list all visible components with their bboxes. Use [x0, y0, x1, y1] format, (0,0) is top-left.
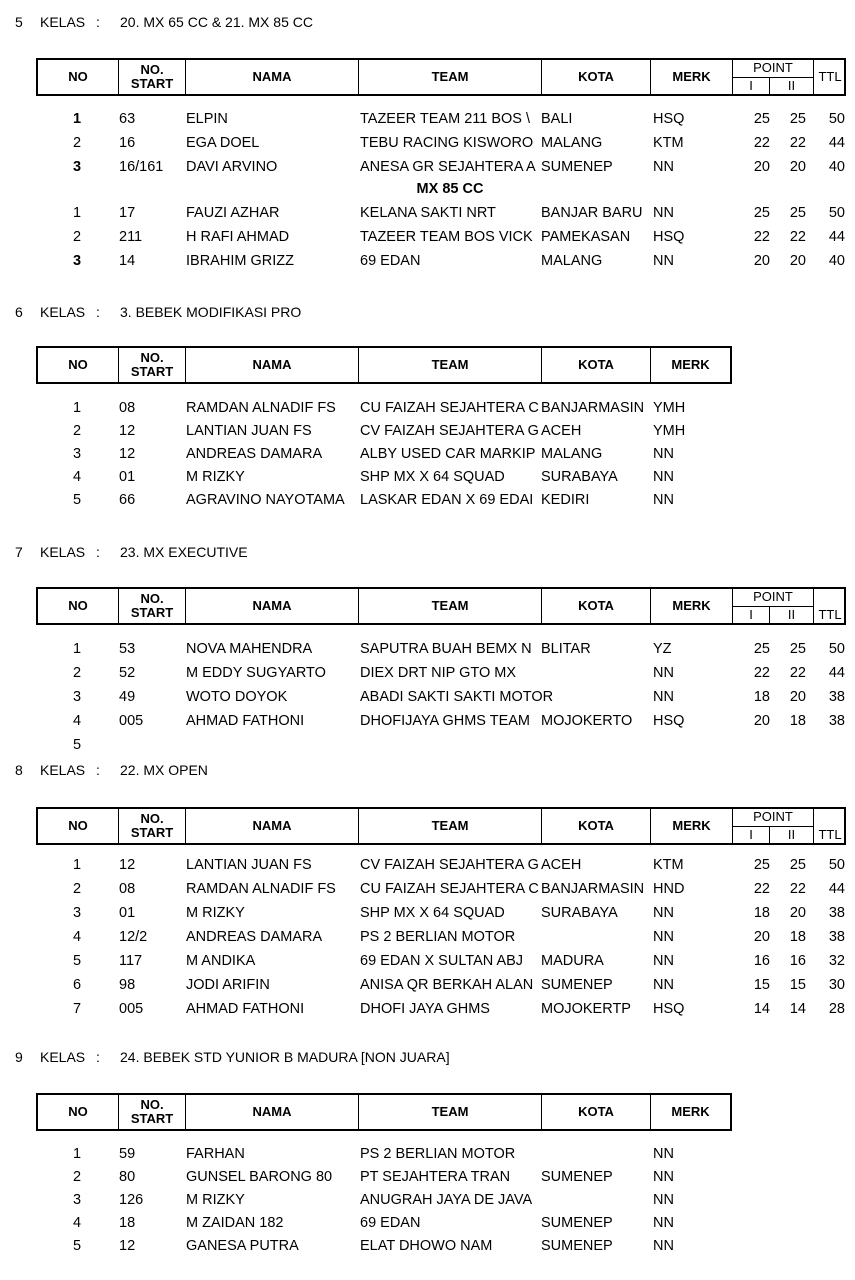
table-row: 3 126 M RIZKY ANUGRAH JAYA DE JAVA NN	[72, 1192, 674, 1208]
header-point-1: I	[749, 827, 753, 842]
table-row: 4 12/2 ANDREAS DAMARA PS 2 BERLIAN MOTOR NN 20 18 38	[72, 929, 845, 945]
header-kota: KOTA	[578, 357, 614, 372]
header-point-2: II	[787, 607, 796, 622]
table-row: 1 12 LANTIAN JUAN FS CV FAIZAH SEJAHTERA G ACEH KTM 25 25 50	[72, 857, 845, 873]
header-no-start: NO. START	[130, 62, 174, 91]
header-ttl: TTL	[818, 607, 842, 622]
header-team: TEAM	[431, 1104, 469, 1119]
header-merk: MERK	[671, 357, 710, 372]
header-nama: NAMA	[252, 818, 292, 833]
table-row: 7 005 AHMAD FATHONI DHOFI JAYA GHMS MOJOKERTP HSQ 14 14 28	[72, 1001, 845, 1017]
table-row: 3 16/161 DAVI ARVINO ANESA GR SEJAHTERA A SUMENEP NN 20 20 40	[72, 159, 845, 175]
colon: :	[96, 14, 100, 30]
table-row: 3 14 IBRAHIM GRIZZ 69 EDAN MALANG NN 20 20 40	[72, 253, 845, 269]
table-row: 1 59 FARHAN PS 2 BERLIAN MOTOR NN	[72, 1146, 674, 1162]
header-kota: KOTA	[578, 69, 614, 84]
header-no: NO	[68, 357, 88, 372]
header-merk: MERK	[672, 69, 711, 84]
header-merk: MERK	[672, 598, 711, 613]
table-row: 5	[72, 737, 82, 753]
class-number: 8	[15, 762, 23, 778]
kelas-label: KELAS	[40, 762, 86, 778]
table-row: 5 117 M ANDIKA 69 EDAN X SULTAN ABJ MADURA NN 16 16 32	[72, 953, 845, 969]
header-no: NO	[68, 69, 88, 84]
table-row: 2 80 GUNSEL BARONG 80 PT SEJAHTERA TRAN SUMENEP NN	[72, 1169, 674, 1185]
header-merk: MERK	[671, 1104, 710, 1119]
header-team: TEAM	[431, 598, 469, 613]
class-title: 23. MX EXECUTIVE	[120, 544, 248, 560]
table-row: 2 12 LANTIAN JUAN FS CV FAIZAH SEJAHTERA G ACEH YMH	[72, 423, 686, 439]
header-point-1: I	[749, 78, 753, 93]
header-ttl: TTL	[818, 69, 842, 84]
class-title: 24. BEBEK STD YUNIOR B MADURA [NON JUARA]	[120, 1049, 450, 1065]
header-kota: KOTA	[578, 598, 614, 613]
header-nama: NAMA	[252, 69, 292, 84]
colon: :	[96, 1049, 100, 1065]
table-row: 2 16 EGA DOEL TEBU RACING KISWORO MALANG KTM 22 22 44	[72, 135, 845, 151]
table-row: 2 211 H RAFI AHMAD TAZEER TEAM BOS VICK PAMEKASAN HSQ 22 22 44	[72, 229, 845, 245]
header-point-2: II	[787, 78, 796, 93]
sub-class-heading: MX 85 CC	[416, 181, 484, 197]
header-team: TEAM	[431, 357, 469, 372]
table-row: 1 08 RAMDAN ALNADIF FS CU FAIZAH SEJAHTERA C BANJARMASIN YMH	[72, 400, 686, 416]
header-no-start: NO. START	[130, 350, 174, 379]
header-kota: KOTA	[578, 1104, 614, 1119]
header-point-1: I	[749, 607, 753, 622]
header-no-start: NO. START	[130, 591, 174, 620]
class-number: 9	[15, 1049, 23, 1065]
table-header	[36, 1093, 732, 1131]
class-number: 7	[15, 544, 23, 560]
table-row: 4 18 M ZAIDAN 182 69 EDAN SUMENEP NN	[72, 1215, 674, 1231]
header-point-2: II	[787, 827, 796, 842]
class-title: 3. BEBEK MODIFIKASI PRO	[120, 304, 302, 320]
colon: :	[96, 762, 100, 778]
table-row: 6 98 JODI ARIFIN ANISA QR BERKAH ALAN SUMENEP NN 15 15 30	[72, 977, 845, 993]
kelas-label: KELAS	[40, 544, 86, 560]
table-row: 3 01 M RIZKY SHP MX X 64 SQUAD SURABAYA NN 18 20 38	[72, 905, 845, 921]
table-header	[36, 587, 846, 625]
class-title: 20. MX 65 CC & 21. MX 85 CC	[120, 14, 313, 30]
colon: :	[96, 544, 100, 560]
table-row: 5 66 AGRAVINO NAYOTAMA LASKAR EDAN X 69 EDAI KEDIRI NN	[72, 492, 674, 508]
header-point: POINT	[753, 60, 793, 75]
header-team: TEAM	[431, 818, 469, 833]
header-nama: NAMA	[252, 1104, 292, 1119]
header-no: NO	[68, 1104, 88, 1119]
header-team: TEAM	[431, 69, 469, 84]
header-point: POINT	[753, 809, 793, 824]
table-row: 3 12 ANDREAS DAMARA ALBY USED CAR MARKIP MALANG NN	[72, 446, 674, 462]
table-row: 1 53 NOVA MAHENDRA SAPUTRA BUAH BEMX N BLITAR YZ 25 25 50	[72, 641, 845, 657]
table-header	[36, 58, 846, 96]
header-kota: KOTA	[578, 818, 614, 833]
table-row: 4 01 M RIZKY SHP MX X 64 SQUAD SURABAYA NN	[72, 469, 674, 485]
class-number: 5	[15, 14, 23, 30]
header-no-start: NO. START	[130, 811, 174, 840]
table-row: 1 17 FAUZI AZHAR KELANA SAKTI NRT BANJAR BARU NN 25 25 50	[72, 205, 845, 221]
header-no: NO	[68, 598, 88, 613]
table-header	[36, 346, 732, 384]
table-row: 4 005 AHMAD FATHONI DHOFIJAYA GHMS TEAM MOJOKERTO HSQ 20 18 38	[72, 713, 845, 729]
table-row: 3 49 WOTO DOYOK ABADI SAKTI SAKTI MOTOR NN 18 20 38	[72, 689, 845, 705]
table-header	[36, 807, 846, 845]
header-nama: NAMA	[252, 598, 292, 613]
class-title: 22. MX OPEN	[120, 762, 208, 778]
kelas-label: KELAS	[40, 14, 86, 30]
header-point: POINT	[753, 589, 793, 604]
header-no: NO	[68, 818, 88, 833]
table-row: 1 63 ELPIN TAZEER TEAM 211 BOS \ BALI HSQ 25 25 50	[72, 111, 845, 127]
table-row: 5 12 GANESA PUTRA ELAT DHOWO NAM SUMENEP NN	[72, 1238, 674, 1254]
header-nama: NAMA	[252, 357, 292, 372]
kelas-label: KELAS	[40, 304, 86, 320]
kelas-label: KELAS	[40, 1049, 86, 1065]
header-ttl: TTL	[818, 827, 842, 842]
class-number: 6	[15, 304, 23, 320]
colon: :	[96, 304, 100, 320]
header-merk: MERK	[672, 818, 711, 833]
table-row: 2 08 RAMDAN ALNADIF FS CU FAIZAH SEJAHTERA C BANJARMASIN HND 22 22 44	[72, 881, 845, 897]
table-row: 2 52 M EDDY SUGYARTO DIEX DRT NIP GTO MX NN 22 22 44	[72, 665, 845, 681]
header-no-start: NO. START	[130, 1097, 174, 1126]
